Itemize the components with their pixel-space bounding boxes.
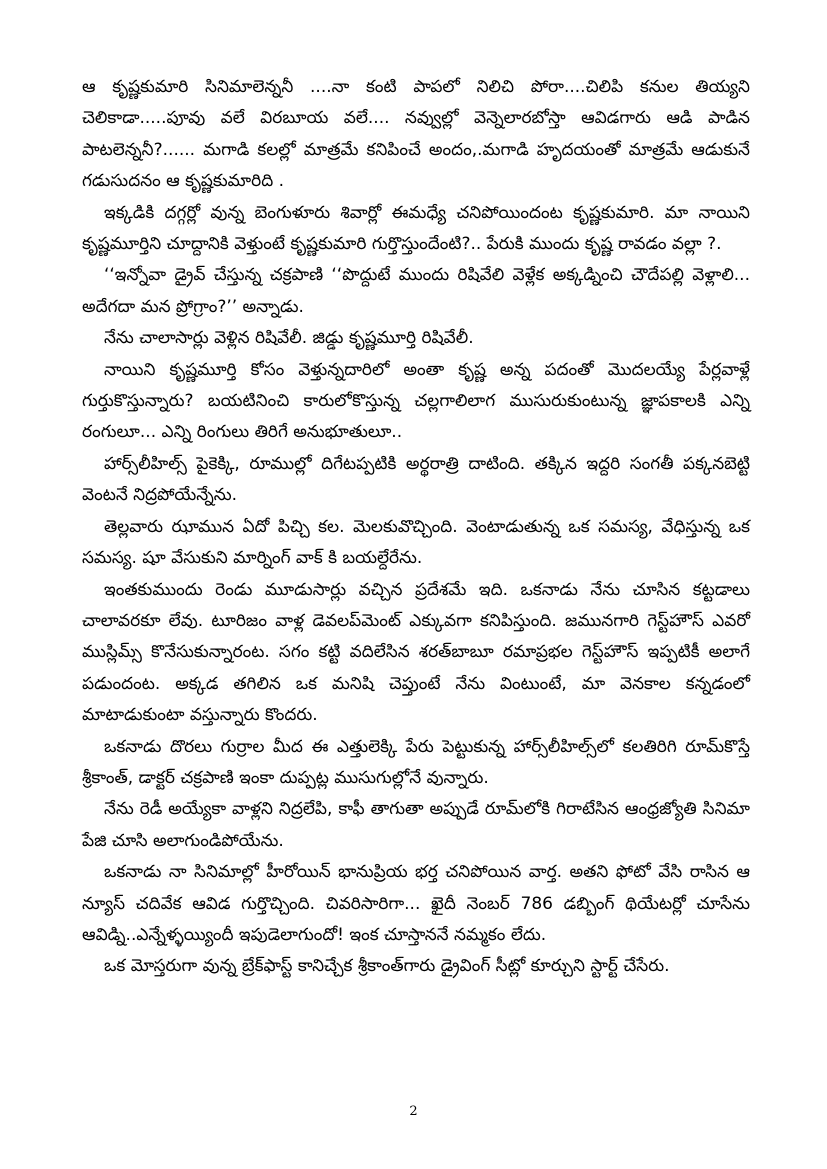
paragraph: నేను చాలాసార్లు వెళ్లిన రిషివేలీ. జిడ్డు కృష్ణమూర్తి రిషివేలీ.	[104, 328, 474, 349]
paragraph: ‘‘ఇన్నోవా డ్రైవ్ చేస్తున్న చక్రపాణి ‘‘పొద్దుటే ముందు రిషివేలి వెళ్లేక అక్కడ్నించి చౌదేపల్లి వెళ్లాలి... అదేగదా మన ప్రోగ్రాం?’’ అన్నాడు.	[82, 265, 750, 317]
paragraph: నాయిని కృష్ణమూర్తి కోసం వెళ్తున్నదారిలో అంతా కృష్ణ అన్న పదంతో మొదలయ్యే పేర్లవాళ్లే గుర్తుకొస్తున్నారు? బయటినించి కారులోకొస్తున్న చల్లగాలిలాగ ముసురుకుంటున్న జ్ఞాపకాలకి ఎన్ని రంగులూ... ఎన్ని రింగులు తిరిగే అనుభూతులూ..	[82, 359, 750, 443]
paragraph: ఒక మోస్తరుగా వున్న బ్రేక్‌ఫాస్ట్ కానిచ్చేక శ్రీకాంత్‌గారు డ్రైవింగ్ సీట్లో కూర్చుని స్టార్ట్ చేసేరు.	[104, 956, 670, 977]
paragraph: ఇక్కడికి దగ్గర్లో వున్న బెంగుళూరు శివార్లో ఈమధ్యే చనిపోయిందంట కృష్ణకుమారి. మా నాయిని కృష్ణమూర్తిని చూద్దానికి వెళ్తుంటే కృష్ణకుమారి గుర్తొస్తుందేంటి?.. పేరుకి ముందు కృష్ణ రావడం వల్లా ?.	[82, 202, 750, 255]
paragraph: తెల్లవారు ఝామున ఏదో పిచ్చి కల. మెలకువొచ్చింది. వెంటాడుతున్న ఒక సమస్య, వేధిస్తున్న ఒక సమస్య. షూ వేసుకుని మార్నింగ్ వాక్ కి బయల్దేరేను.	[82, 516, 750, 569]
document-body	[82, 72, 750, 983]
paragraph: ఒకనాడు దొరలు గుర్రాల మీద ఈ ఎత్తులెక్కి పేరు పెట్టుకున్న హార్స్‌లీహిల్స్‌లో కలతిరిగి రూమ్‌కొస్తే శ్రీకాంత్, డాక్టర్ చక్రపాణి ఇంకా దుప్పట్ల ముసుగుల్లోనే వున్నారు.	[82, 736, 750, 788]
paragraph: ఒకనాడు నా సినిమాల్లో హీరోయిన్ భానుప్రియ భర్త చనిపోయిన వార్త. అతని ఫోటో వేసి రాసిన ఆ న్యూస్ చదివేక ఆవిడ గుర్తొచ్చింది. చివరిసారిగా... ఖైదీ నెంబర్ 786 డబ్బింగ్ థియేటర్లో చూసేను ఆవిడ్ని..ఎన్నేళ్ళయ్యిందీ ఇపుడెలాగుందో! ఇంక చూస్తాననే నమ్మకం లేదు.	[82, 862, 750, 945]
paragraph: నేను రెడీ అయ్యేకా వాళ్లని నిద్రలేపి, కాఫీ తాగుతా అప్పుడే రూమ్‌లోకి గిరాటేసిన ఆంధ్రజ్యోతి సినిమా పేజి చూసి అలాగుండిపోయేను.	[82, 799, 750, 851]
paragraph: ఆ కృష్ణకుమారి సినిమాలెన్ననీ ....నా కంటి పాపలో నిలిచి పోరా....చిలిపి కనుల తియ్యని చెలికాడా.....పూవు వలే విరబూయ వలే.... నవ్వుల్లో వెన్నెలారబోస్తా ఆవిడగారు ఆడి పాడిన పాటలెన్ననీ?...... మగాడి కలల్లో మాత్రమే కనిపించే అందం,.మగాడి హృదయంతో మాత్రమే ఆడుకునే గడుసుదనం ఆ కృష్ణకుమారిది .	[82, 77, 750, 192]
paragraph: హార్స్‌లీహిల్స్ పైకెక్కి, రూముల్లో దిగేటప్పటికి అర్థరాత్రి దాటింది. తక్కిన ఇద్దరి సంగతీ పక్కనబెట్టి వెంటనే నిద్రపోయేన్నేను.	[82, 453, 750, 506]
paragraph: ఇంతకుముందు రెండు మూడుసార్లు వచ్చిన ప్రదేశమే ఇది. ఒకనాడు నేను చూసిన కట్టడాలు చాలావరకూ లేవు. టూరిజం వాళ్ల డెవలప్‌మెంట్ ఎక్కువగా కనిపిస్తుంది. జమునగారి గెస్ట్‌హౌస్ ఎవరో ముస్లిమ్స్ కొనేసుకున్నారంట. సగం కట్టి వదిలేసిన శరత్‌బాబూ రమాప్రభల గెస్ట్‌హౌస్ ఇప్పటికీ అలాగే పడుందంట. అక్కడ తగిలిన ఒక మనిషి చెప్తుంటే నేను వింటుంటే, మా వెనకాల కన్నడంలో మాటాడుకుంటా వస్తున్నారు కొందరు.	[82, 579, 750, 726]
page-number: 2	[409, 1104, 418, 1119]
